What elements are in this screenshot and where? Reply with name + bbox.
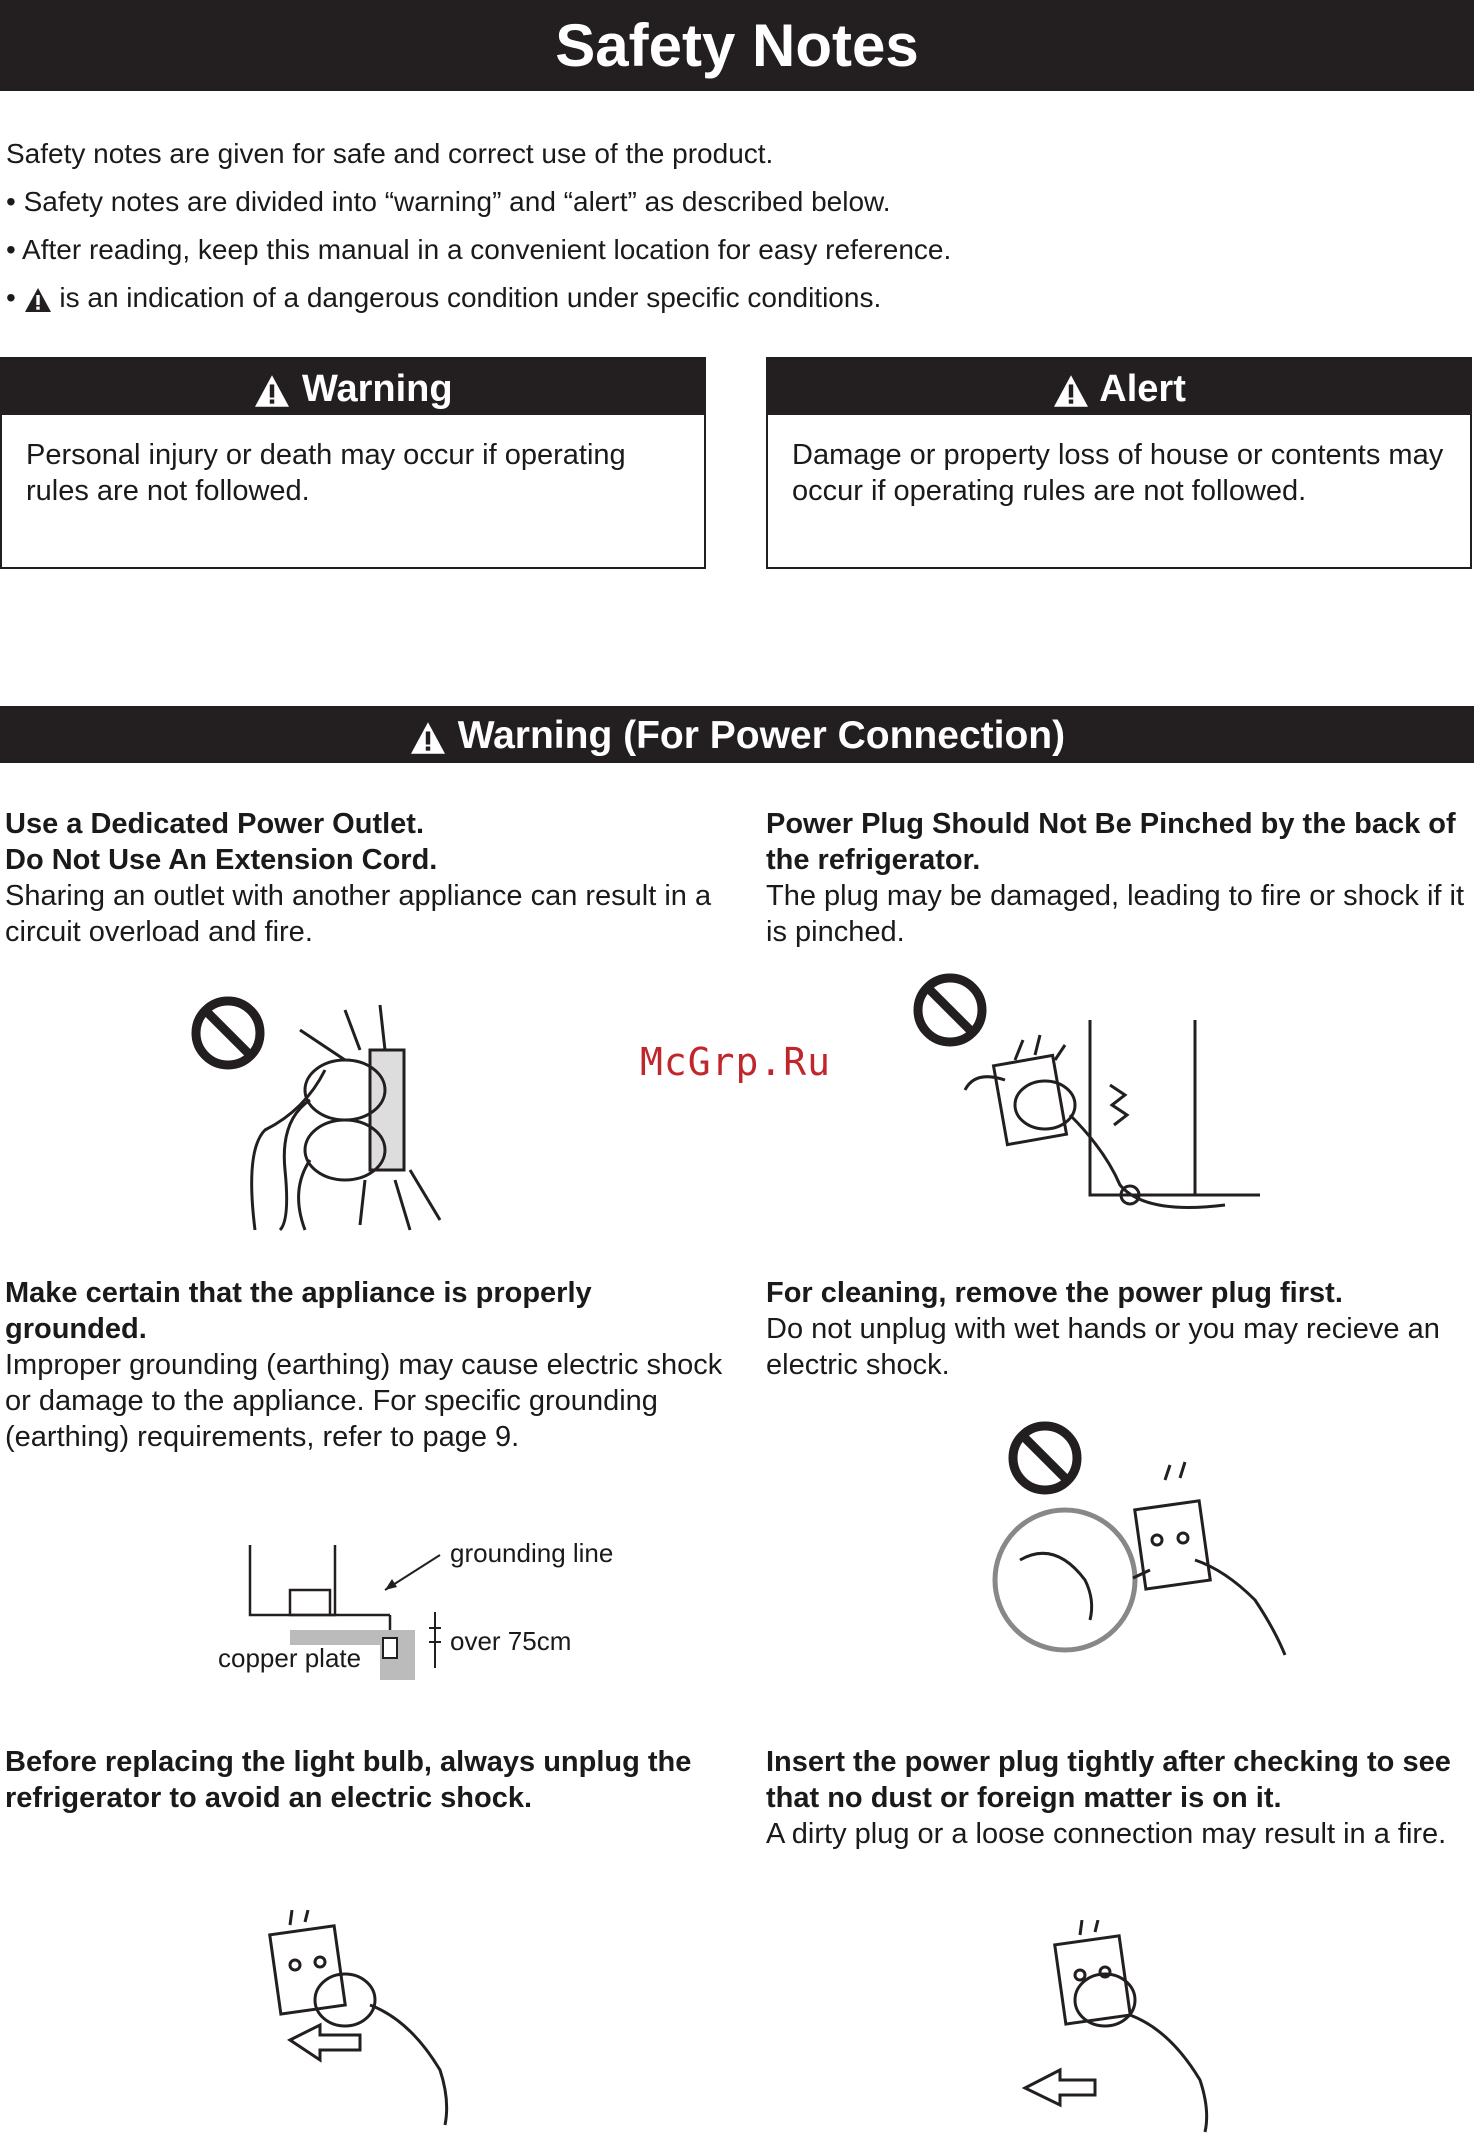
safety-item-cleaning [766, 1275, 1471, 1383]
warning-triangle-icon [24, 287, 52, 313]
depth-marker-icon [425, 1610, 445, 1670]
intro-line: Safety notes are given for safe and correct use of the product. [6, 138, 774, 169]
wet-hands-unplug-illustration [985, 1420, 1305, 1660]
warning-box-title: Warning [301, 368, 453, 410]
item-heading: Power Plug Should Not Be Pinched by the back of the refrigerator. [766, 808, 1456, 876]
prohibition-icon [196, 1001, 260, 1065]
safety-item-light-bulb [5, 1744, 725, 1816]
item-text: Improper grounding (earthing) may cause electric shock or damage to the appliance. For specific grounding (earthing) requirements, refer to page 9. [5, 1349, 723, 1453]
alert-box-title: Alert [1099, 368, 1186, 410]
safety-item-plug-pinched [766, 806, 1466, 950]
item-text: Do not unplug with wet hands or you may recieve an electric shock. [766, 1313, 1440, 1381]
plug-in-illustration [1020, 1920, 1240, 2135]
item-text: Sharing an outlet with another appliance can result in a circuit overload and fire. [5, 880, 712, 948]
warning-box [0, 357, 706, 569]
section-title: Warning (For Power Connection) [457, 714, 1066, 757]
safety-item-plug-tight [766, 1744, 1471, 1852]
pinched-plug-illustration [905, 970, 1265, 1220]
prohibition-icon [918, 978, 982, 1042]
intro-icon-text: is an indication of a dangerous condition under specific conditions. [59, 282, 882, 313]
warning-triangle-icon [253, 374, 291, 408]
warning-box-text: Personal injury or death may occur if operating rules are not followed. [26, 439, 626, 507]
unplug-illustration [250, 1910, 450, 2130]
intro-bullet: • Safety notes are divided into “warning” and “alert” as described below. [6, 186, 891, 217]
item-text: The plug may be damaged, leading to fire or shock if it is pinched. [766, 880, 1464, 948]
bullet: • [6, 282, 16, 313]
alert-box [766, 357, 1472, 569]
page-title: Safety Notes [0, 0, 1474, 91]
intro-bullet: • After reading, keep this manual in a convenient location for easy reference. [6, 234, 952, 265]
warning-triangle-icon [409, 721, 447, 755]
section-title-bar [0, 706, 1474, 763]
item-heading: Use a Dedicated Power Outlet. [5, 808, 425, 840]
safety-item-dedicated-outlet [5, 806, 725, 950]
copper-plate-label: copper plate [218, 1643, 362, 1673]
alert-box-header [768, 359, 1470, 415]
item-heading: For cleaning, remove the power plug first. [766, 1277, 1343, 1309]
overloaded-outlet-illustration [185, 990, 475, 1240]
grounding-line-label: grounding line [450, 1538, 614, 1568]
intro-bullet [6, 274, 1446, 322]
item-heading: Insert the power plug tightly after checking to see that no dust or foreign matter is on it. [766, 1746, 1451, 1814]
safety-item-grounded [5, 1275, 725, 1455]
item-heading: Do Not Use An Extension Cord. [5, 844, 438, 876]
watermark: McGrp.Ru [640, 1040, 832, 1084]
item-heading: Before replacing the light bulb, always unplug the refrigerator to avoid an electric shock. [5, 1746, 692, 1814]
warning-box-header [2, 359, 704, 415]
depth-label: over 75cm [450, 1626, 572, 1656]
intro-text [6, 130, 1446, 322]
warning-triangle-icon [1052, 374, 1090, 408]
prohibition-icon [1013, 1426, 1077, 1490]
alert-box-text: Damage or property loss of house or contents may occur if operating rules are not followed. [792, 439, 1444, 507]
item-text: A dirty plug or a loose connection may result in a fire. [766, 1818, 1447, 1850]
item-heading: Make certain that the appliance is properly grounded. [5, 1277, 592, 1345]
